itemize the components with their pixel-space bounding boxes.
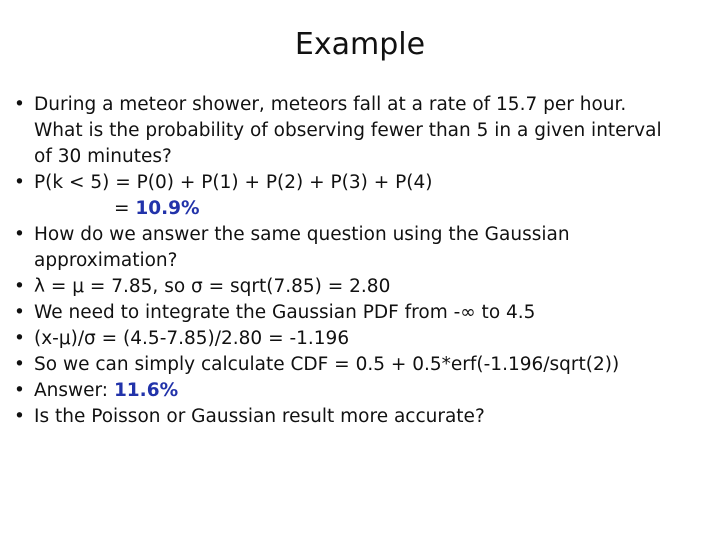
bullet-text-line: We need to integrate the Gaussian PDF from -∞ to 4.5: [34, 302, 536, 323]
equation-result-line: [34, 196, 704, 222]
bullet-item: [14, 352, 704, 378]
poisson-result-value: 10.9%: [135, 198, 200, 219]
bullet-list: [14, 92, 704, 430]
bullet-dot-icon: •: [14, 328, 25, 349]
bullet-dot-icon: •: [14, 406, 25, 427]
bullet-text-line: P(k < 5) = P(0) + P(1) + P(2) + P(3) + P(4): [34, 172, 433, 193]
bullet-text-line: approximation?: [34, 250, 178, 271]
bullet-text-line: During a meteor shower, meteors fall at a rate of 15.7 per hour.: [34, 94, 627, 115]
bullet-item: [14, 170, 704, 222]
bullet-dot-icon: •: [14, 354, 25, 375]
bullet-text-line: How do we answer the same question using the Gaussian: [34, 224, 570, 245]
bullet-item: [14, 326, 704, 352]
bullet-dot-icon: •: [14, 94, 25, 115]
bullet-text-line: λ = μ = 7.85, so σ = sqrt(7.85) = 2.80: [34, 276, 391, 297]
gaussian-result-value: 11.6%: [113, 380, 179, 401]
equation-prefix: =: [114, 198, 136, 219]
bullet-dot-icon: •: [14, 380, 25, 401]
bullet-dot-icon: •: [14, 302, 25, 323]
bullet-dot-icon: •: [14, 276, 25, 297]
bullet-item: [14, 404, 704, 430]
bullet-item: [14, 378, 704, 404]
bullet-text-line: So we can simply calculate CDF = 0.5 + 0.5*erf(-1.196/sqrt(2)): [34, 354, 620, 375]
bullet-item: [14, 222, 704, 274]
slide-title: Example: [294, 27, 426, 62]
bullet-item: [14, 92, 704, 170]
bullet-item: [14, 274, 704, 300]
answer-line: [34, 378, 704, 404]
bullet-item: [14, 300, 704, 326]
bullet-text-line: (x-μ)/σ = (4.5-7.85)/2.80 = -1.196: [34, 328, 350, 349]
answer-prefix: Answer:: [34, 380, 114, 401]
bullet-text-line: of 30 minutes?: [34, 146, 172, 167]
bullet-dot-icon: •: [14, 224, 25, 245]
bullet-text-line: Is the Poisson or Gaussian result more accurate?: [34, 406, 485, 427]
bullet-dot-icon: •: [14, 172, 25, 193]
bullet-text-line: What is the probability of observing fewer than 5 in a given interval: [34, 120, 662, 141]
